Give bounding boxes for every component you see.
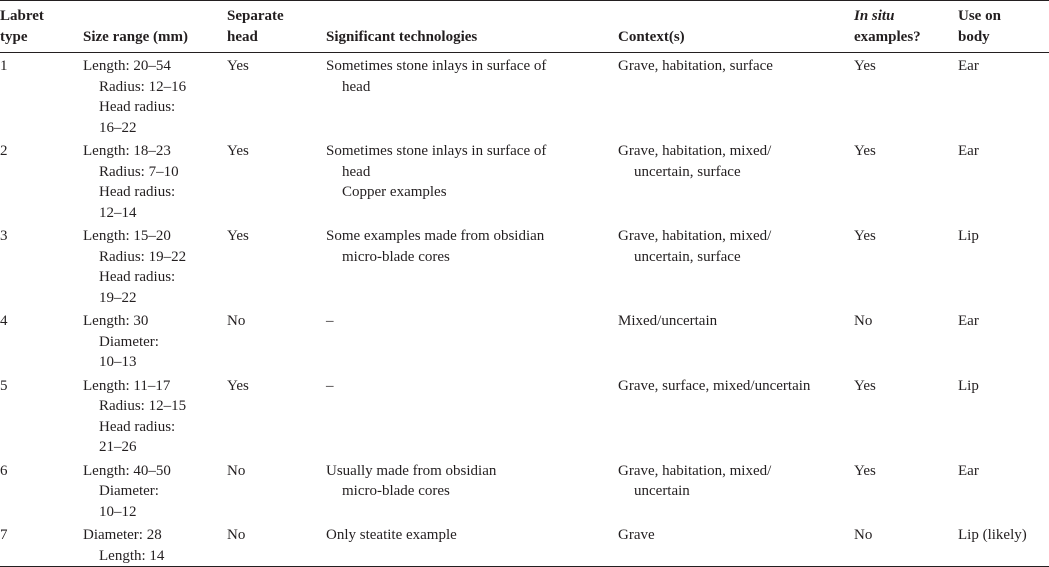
cell-labret-type	[0, 522, 83, 567]
technology-line: head	[342, 163, 371, 180]
cell-separate-head	[227, 373, 326, 458]
technology-line: Sometimes stone inlays in surface of	[326, 58, 547, 74]
cell-size-range	[83, 522, 227, 567]
cell-labret-type	[0, 223, 83, 308]
use-on-body-value: Ear	[958, 313, 979, 329]
cell-in-situ	[854, 223, 958, 308]
cell-labret-type	[0, 458, 83, 523]
size-range-line: Radius: 19–22	[99, 248, 187, 265]
size-range-line: 10–12	[99, 503, 137, 520]
size-range-line: Head radius:	[99, 99, 176, 115]
technology-line: Only steatite example	[326, 527, 457, 543]
size-range-line: Length: 15–20	[83, 228, 171, 244]
size-range-line: Diameter: 28	[83, 527, 162, 543]
size-range-line: Length: 20–54	[83, 58, 171, 74]
cell-use-on-body	[958, 223, 1049, 308]
cell-labret-type	[0, 138, 83, 223]
cell-technologies	[326, 458, 618, 523]
separate-head-value: Yes	[227, 377, 249, 394]
size-range-line: Length: 14	[99, 547, 165, 564]
cell-use-on-body	[958, 53, 1049, 139]
cell-contexts	[618, 522, 854, 567]
header-use-on-body: Use on body	[958, 8, 1001, 45]
cell-in-situ	[854, 308, 958, 373]
technology-line: –	[326, 313, 334, 329]
table-row	[0, 223, 1049, 308]
cell-contexts	[618, 308, 854, 373]
size-range-line: Length: 18–23	[83, 143, 171, 159]
cell-use-on-body	[958, 522, 1049, 567]
table-row	[0, 373, 1049, 458]
in-situ-value: No	[854, 527, 873, 543]
size-range-line: Radius: 12–15	[99, 398, 187, 414]
context-line: uncertain	[634, 483, 690, 499]
labret-type-value: 7	[0, 527, 8, 543]
cell-separate-head	[227, 458, 326, 523]
separate-head-value: No	[227, 313, 246, 329]
cell-separate-head	[227, 522, 326, 567]
cell-technologies	[326, 223, 618, 308]
size-range-line: Head radius:	[99, 269, 176, 285]
use-on-body-value: Ear	[958, 462, 979, 479]
size-range-line: 12–14	[99, 204, 137, 221]
cell-in-situ	[854, 53, 958, 139]
labret-type-value: 2	[0, 143, 8, 159]
technology-line: Usually made from obsidian	[326, 462, 497, 479]
cell-contexts	[618, 53, 854, 139]
cell-contexts	[618, 223, 854, 308]
technology-line: micro-blade cores	[342, 483, 450, 499]
separate-head-value: Yes	[227, 58, 249, 74]
size-range-line: Length: 40–50	[83, 462, 171, 479]
labret-type-value: 5	[0, 377, 8, 394]
cell-in-situ	[854, 458, 958, 523]
in-situ-value: Yes	[854, 143, 876, 159]
cell-technologies	[326, 138, 618, 223]
table-row	[0, 522, 1049, 567]
labret-type-value: 6	[0, 462, 8, 479]
cell-use-on-body	[958, 308, 1049, 373]
separate-head-value: Yes	[227, 228, 249, 244]
cell-labret-type	[0, 308, 83, 373]
labret-type-value: 4	[0, 313, 8, 329]
cell-size-range	[83, 373, 227, 458]
cell-in-situ	[854, 522, 958, 567]
context-line: Grave, habitation, mixed/	[618, 143, 772, 159]
use-on-body-value: Ear	[958, 58, 979, 74]
separate-head-value: Yes	[227, 143, 249, 159]
context-line: Grave, habitation, surface	[618, 58, 773, 74]
size-range-line: 21–26	[99, 439, 137, 455]
header-labret-type: Labret type	[0, 8, 44, 45]
cell-contexts	[618, 373, 854, 458]
table-row	[0, 138, 1049, 223]
cell-in-situ	[854, 373, 958, 458]
context-line: Grave, habitation, mixed/	[618, 462, 772, 479]
in-situ-value: Yes	[854, 58, 876, 74]
in-situ-value: No	[854, 313, 873, 329]
in-situ-value: Yes	[854, 462, 876, 479]
cell-labret-type	[0, 53, 83, 139]
size-range-line: Length: 11–17	[83, 377, 171, 394]
cell-technologies	[326, 53, 618, 139]
size-range-line: Diameter:	[99, 483, 159, 499]
header-in-situ: In situ examples?	[854, 8, 921, 45]
size-range-line: 16–22	[99, 119, 137, 136]
size-range-line: Radius: 7–10	[99, 163, 179, 180]
technology-line: Some examples made from obsidian	[326, 228, 545, 244]
technology-line: –	[326, 377, 334, 394]
in-situ-value: Yes	[854, 377, 876, 394]
header-technologies: Significant technologies	[326, 28, 478, 45]
context-line: Grave, habitation, mixed/	[618, 228, 772, 244]
table-row	[0, 458, 1049, 523]
size-range-line: Diameter:	[99, 333, 159, 350]
context-line: Grave	[618, 527, 655, 543]
context-line: Grave, surface, mixed/uncertain	[618, 377, 811, 394]
cell-use-on-body	[958, 373, 1049, 458]
size-range-line: Length: 30	[83, 313, 149, 329]
use-on-body-value: Lip (likely)	[958, 527, 1027, 543]
technology-line: Copper examples	[342, 184, 447, 200]
cell-contexts	[618, 458, 854, 523]
cell-technologies	[326, 308, 618, 373]
header-size-range: Size range (mm)	[83, 28, 188, 45]
separate-head-value: No	[227, 527, 246, 543]
technology-line: head	[342, 78, 371, 95]
table-header	[0, 1, 1049, 53]
use-on-body-value: Ear	[958, 143, 979, 159]
in-situ-value: Yes	[854, 228, 876, 244]
context-line: uncertain, surface	[634, 163, 741, 180]
cell-use-on-body	[958, 138, 1049, 223]
technology-line: Sometimes stone inlays in surface of	[326, 143, 547, 159]
cell-technologies	[326, 373, 618, 458]
cell-in-situ	[854, 138, 958, 223]
size-range-line: Radius: 12–16	[99, 78, 187, 95]
cell-labret-type	[0, 373, 83, 458]
cell-size-range	[83, 458, 227, 523]
cell-size-range	[83, 308, 227, 373]
header-contexts: Context(s)	[618, 28, 685, 45]
cell-contexts	[618, 138, 854, 223]
table-row	[0, 53, 1049, 139]
context-line: Mixed/uncertain	[618, 313, 718, 329]
cell-separate-head	[227, 138, 326, 223]
size-range-line: 19–22	[99, 289, 137, 306]
cell-size-range	[83, 223, 227, 308]
context-line: uncertain, surface	[634, 248, 741, 265]
use-on-body-value: Lip	[958, 377, 979, 394]
cell-use-on-body	[958, 458, 1049, 523]
labret-type-value: 3	[0, 228, 8, 244]
size-range-line: 10–13	[99, 354, 137, 370]
labret-type-value: 1	[0, 58, 8, 74]
use-on-body-value: Lip	[958, 228, 979, 244]
cell-size-range	[83, 53, 227, 139]
cell-separate-head	[227, 223, 326, 308]
cell-separate-head	[227, 308, 326, 373]
table-row	[0, 308, 1049, 373]
size-range-line: Head radius:	[99, 418, 176, 435]
table-body	[0, 53, 1049, 567]
separate-head-value: No	[227, 462, 246, 479]
header-separate-head: Separate head	[227, 8, 284, 45]
technology-line: micro-blade cores	[342, 248, 450, 265]
cell-separate-head	[227, 53, 326, 139]
size-range-line: Head radius:	[99, 184, 176, 200]
cell-size-range	[83, 138, 227, 223]
cell-technologies	[326, 522, 618, 567]
